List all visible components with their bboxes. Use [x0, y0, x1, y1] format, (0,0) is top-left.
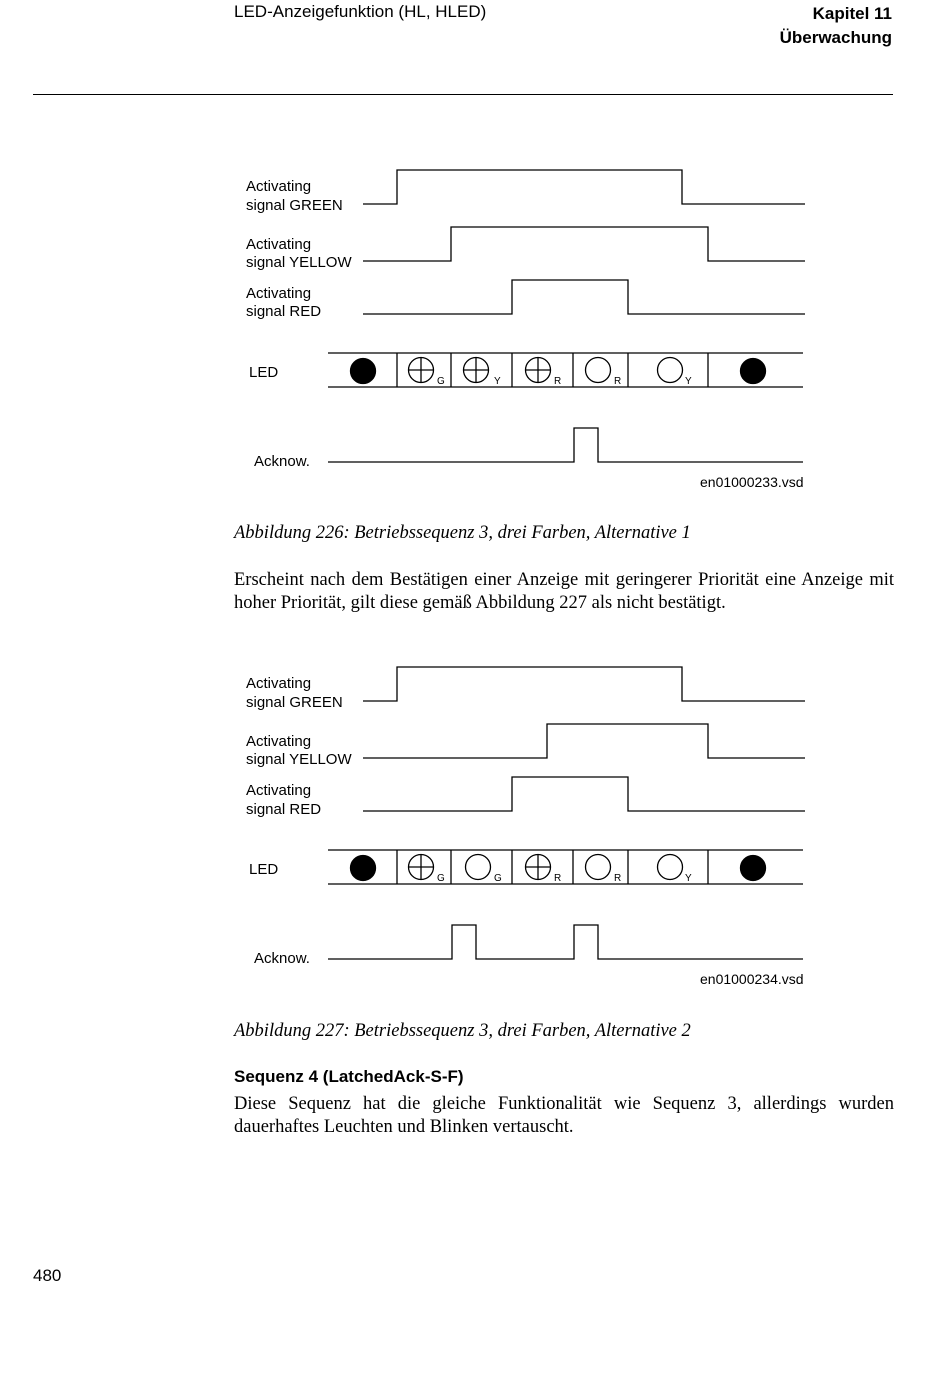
led-color-letter: G	[437, 376, 445, 387]
led-steady-lit-icon	[466, 855, 491, 880]
label-green-2: signal GREEN	[246, 197, 343, 214]
led-flashing-icon	[464, 358, 489, 383]
led-steady-lit-icon	[658, 358, 683, 383]
timing-diagram-227-svg	[200, 657, 840, 997]
label-yellow-2: signal YELLOW	[246, 254, 352, 271]
signal-green-trace	[363, 170, 805, 204]
led-steady-dark-icon	[741, 359, 766, 384]
figure-caption-227: Abbildung 227: Betriebssequenz 3, drei Farben, Alternative 2	[234, 1021, 691, 1041]
timing-diagram-227	[200, 657, 840, 997]
header-rule	[33, 94, 893, 95]
label-green-1: Activating	[246, 675, 312, 692]
label-yellow-2: signal YELLOW	[246, 751, 352, 768]
file-reference: en01000233.vsd	[700, 474, 804, 490]
led-color-letter: Y	[494, 376, 501, 387]
label-ack: Acknow.	[254, 950, 310, 967]
label-red-1: Activating	[246, 782, 312, 799]
file-reference: en01000234.vsd	[700, 971, 804, 987]
label-red-2: signal RED	[246, 303, 322, 320]
label-ack: Acknow.	[254, 453, 310, 470]
led-color-letter: R	[614, 873, 622, 884]
led-color-letter: R	[614, 376, 622, 387]
label-red-2: signal RED	[246, 801, 322, 818]
label-led: LED	[249, 861, 279, 878]
led-color-letter: R	[554, 376, 562, 387]
acknowledge-trace	[328, 925, 803, 959]
label-green-2: signal GREEN	[246, 694, 343, 711]
led-color-letter: G	[494, 873, 502, 884]
signal-yellow-trace	[363, 724, 805, 758]
running-header-chapter	[780, 2, 892, 50]
acknowledge-trace	[328, 428, 803, 462]
led-steady-lit-icon	[658, 855, 683, 880]
led-flashing-icon	[409, 358, 434, 383]
chapter-label: Kapitel 11	[812, 4, 892, 23]
signal-red-trace	[363, 280, 805, 314]
led-steady-dark-icon	[351, 359, 376, 384]
led-color-letter: G	[437, 873, 445, 884]
label-led: LED	[249, 364, 279, 381]
page-number: 480	[33, 1266, 62, 1285]
label-green-1: Activating	[246, 178, 312, 195]
label-yellow-1: Activating	[246, 733, 312, 750]
led-flashing-icon	[409, 855, 434, 880]
signal-yellow-trace	[363, 227, 805, 261]
section-paragraph: Diese Sequenz hat die gleiche Funktionalität wie Sequenz 3, allerdings wurden dauerhaftes Leuchten und Blinken vertauscht.	[234, 1094, 894, 1137]
body-paragraph: Erscheint nach dem Bestätigen einer Anzeige mit geringerer Priorität eine Anzeige mit hoher Priorität, gilt diese gemäß Abbildung 227 als nicht bestätigt.	[234, 570, 894, 613]
section-heading: Sequenz 4 (LatchedAck-S-F)	[234, 1067, 464, 1086]
led-steady-lit-icon	[586, 358, 611, 383]
led-color-letter: Y	[685, 873, 692, 884]
signal-green-trace	[363, 667, 805, 701]
led-steady-dark-icon	[741, 856, 766, 881]
section-label: Überwachung	[779, 28, 892, 47]
running-header-title: LED-Anzeigefunktion (HL, HLED)	[234, 2, 487, 21]
label-yellow-1: Activating	[246, 236, 312, 253]
led-steady-lit-icon	[586, 855, 611, 880]
figure-caption-226: Abbildung 226: Betriebssequenz 3, drei Farben, Alternative 1	[234, 523, 691, 543]
timing-diagram-226	[200, 160, 840, 500]
led-steady-dark-icon	[351, 856, 376, 881]
label-red-1: Activating	[246, 285, 312, 302]
led-flashing-icon	[526, 358, 551, 383]
led-flashing-icon	[526, 855, 551, 880]
led-color-letter: R	[554, 873, 562, 884]
timing-diagram-226-svg	[200, 160, 840, 500]
signal-red-trace	[363, 777, 805, 811]
led-color-letter: Y	[685, 376, 692, 387]
